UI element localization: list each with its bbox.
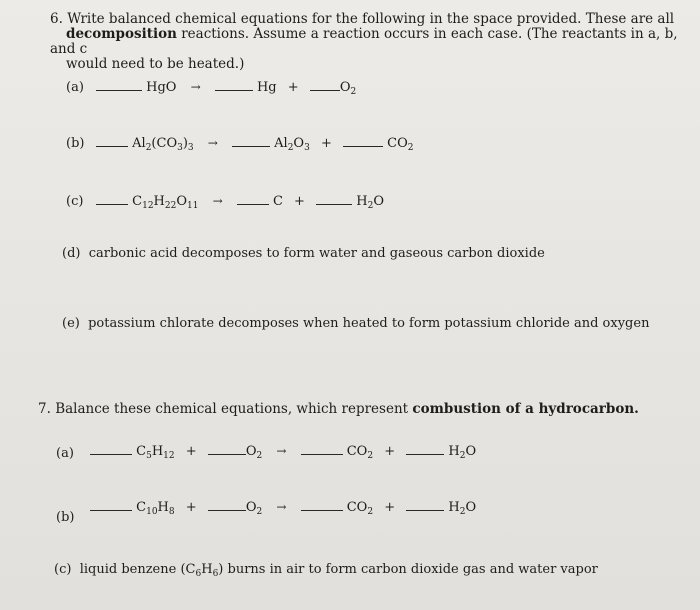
q6c-blank-2[interactable] [237,194,269,205]
plus-sign: + [185,500,197,515]
q7-intro: Balance these chemical equations, which represent [55,401,409,417]
q7c-text: liquid benzene $(C_6H_6)$ burns in air to form carbon dioxide gas and water vapor [79,562,598,579]
q6a-reactant-1: HgO [146,80,177,95]
q7c-item [54,562,598,577]
q6b-product-2: $CO_2$ [387,136,414,153]
plus-sign: + [287,80,299,95]
q6c-blank-1[interactable] [96,194,128,205]
arrow-icon: → [190,80,201,94]
question-6-heading [50,12,680,72]
q7b-blank-2[interactable] [208,500,246,511]
arrow-icon: → [212,194,223,208]
plus-sign: + [320,136,332,151]
q7b-blank-3[interactable] [301,500,343,511]
q7b-product-2: $H_2O$ [448,500,477,517]
q6a-blank-1[interactable] [96,80,142,91]
q6-number: 6. [50,11,63,27]
q7a-product-1: $CO_2$ [346,444,374,461]
plus-sign: + [384,500,396,515]
q6b-equation [96,136,414,151]
q7b-blank-1[interactable] [90,500,132,511]
q6c-product-1: C [272,194,283,209]
arrow-icon: → [207,136,218,150]
q6b-reactant-1: $Al_2(CO_3)_3$ [132,136,194,153]
arrow-icon: → [276,444,287,458]
q7a-blank-4[interactable] [406,444,444,455]
q7a-blank-3[interactable] [301,444,343,455]
q6b-blank-3[interactable] [343,136,383,147]
q7b-label: (b) [56,510,75,525]
q7c-label: (c) [54,562,72,577]
plus-sign: + [185,444,197,459]
q7a-product-2: $H_2O$ [448,444,477,461]
plus-sign: + [384,444,396,459]
q7-bold: combustion of a hydrocarbon. [412,401,639,417]
q7a-reactant-1: $C_5H_{12}$ [136,444,175,461]
q6b-label: (b) [66,136,85,151]
q7a-blank-1[interactable] [90,444,132,455]
plus-sign: + [294,194,305,209]
q6c-blank-3[interactable] [316,194,352,205]
q6a-blank-2[interactable] [215,80,253,91]
q6d-text: carbonic acid decomposes to form water and gaseous carbon dioxide [88,246,545,261]
q6e-item [62,316,649,331]
q7-number: 7. [38,401,51,417]
q7a-blank-2[interactable] [208,444,246,455]
q6c-reactant-1: $C_{12}H_{22}O_{11}$ [132,194,199,211]
q7a-equation: $C_5H_{12} + O_2 \to CO_2 + H_2O$ [90,444,476,459]
q6d-label: (d) [62,246,81,261]
q6c-equation [96,194,384,209]
q7b-reactant-1: $C_{10}H_8$ [136,500,175,517]
q6c-label: (c) [66,194,84,209]
q6b-product-1: $Al_2O_3$ [274,136,310,153]
q6a-blank-3[interactable] [310,80,340,91]
q6-rest: reactions. Assume a reaction occurs in each case. (The reactants in a, b, and c [50,26,678,57]
q6e-text: potassium chlorate decomposes when heated to form potassium chloride and oxygen [88,316,650,331]
q6b-blank-2[interactable] [232,136,270,147]
q7b-equation: $C_{10}H_8 + O_2 \to CO_2 + H_2O$ [90,500,476,515]
q6d-item [62,246,545,261]
q6b-blank-1[interactable] [96,136,128,147]
q6c-product-2: $H_2O$ [356,194,384,211]
q7b-product-1: $CO_2$ [346,500,374,517]
q6a-equation: HgO → $Hg + O_2$ [96,80,356,95]
q6a-product-1: Hg [256,80,277,95]
q6e-label: (e) [62,316,80,331]
q7b-blank-4[interactable] [406,500,444,511]
question-7-heading [38,402,639,417]
q6-line3: would need to be heated.) [66,56,245,72]
q6-intro: Write balanced chemical equations for the following in the space provided. These are all [67,11,675,27]
arrow-icon: → [276,500,287,514]
q7a-label: (a) [56,446,74,461]
q6-bold: decomposition [66,26,177,42]
q6a-label: (a) [66,80,84,95]
